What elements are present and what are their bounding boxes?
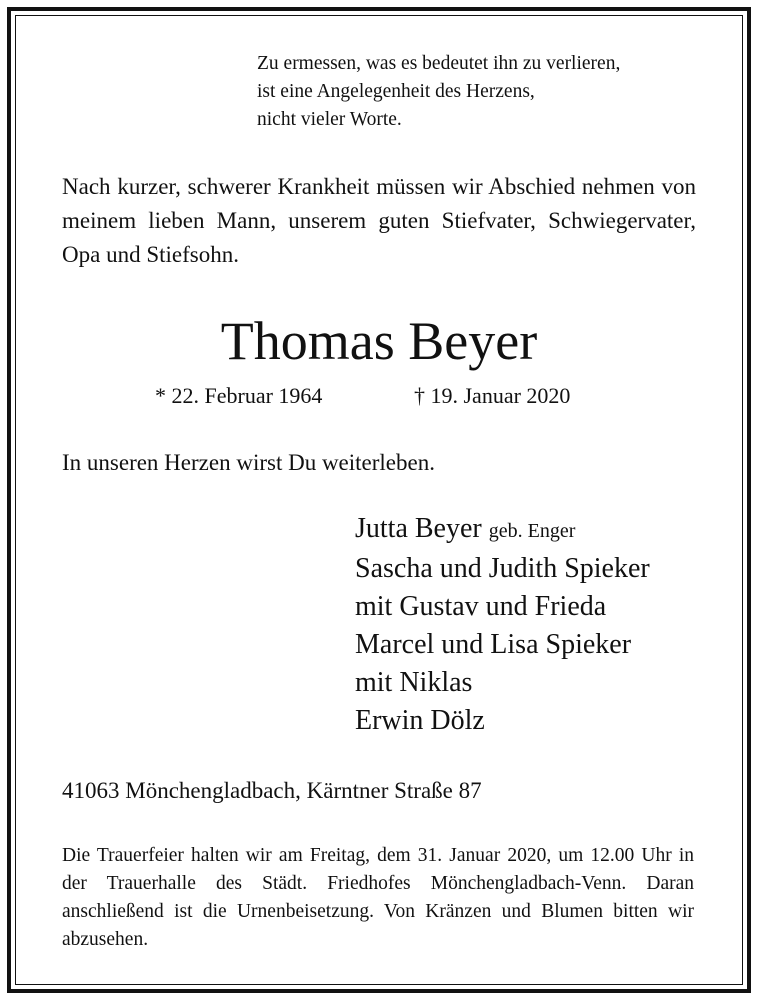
deceased-name: Thomas Beyer: [220, 311, 538, 371]
family-line-6: Erwin Dölz: [355, 705, 485, 736]
death-date: † 19. Januar 2020: [414, 383, 571, 408]
family-name-1: Jutta Beyer: [355, 513, 482, 544]
family-list: [355, 510, 650, 740]
address: 41063 Mönchengladbach, Kärntner Straße 87: [62, 778, 482, 803]
quote-line-3: nicht vieler Worte.: [257, 109, 402, 130]
family-line-2: Sascha und Judith Spieker: [355, 553, 650, 584]
opening-quote: [257, 50, 620, 134]
birth-date: * 22. Februar 1964: [155, 383, 323, 408]
motto-text: In unseren Herzen wirst Du weiterleben.: [62, 450, 435, 475]
maiden-name: geb. Enger: [488, 520, 576, 542]
family-line-1: [355, 510, 650, 550]
intro-text: Nach kurzer, schwerer Krankheit müssen wir Abschied nehmen von meinem lieben Mann, unserem guten Stiefvater, Schwiegervater, Opa und Stiefsohn.: [62, 174, 696, 267]
funeral-notice: Die Trauerfeier halten wir am Freitag, dem 31. Januar 2020, um 12.00 Uhr in der Trauerhalle des Städt. Friedhofes Mönchengladbach-Venn. Daran anschließend ist die Urnenbeisetzung. Von Kränzen und Blumen bitten wir abzusehen.: [62, 845, 694, 950]
family-line-3: mit Gustav und Frieda: [355, 591, 607, 622]
family-line-5: mit Niklas: [355, 667, 473, 698]
family-line-4: Marcel und Lisa Spieker: [355, 629, 632, 660]
inner-border: [15, 15, 743, 985]
quote-line-1: Zu ermessen, was es bedeutet ihn zu verlieren,: [257, 53, 621, 74]
quote-line-2: ist eine Angelegenheit des Herzens,: [257, 81, 535, 102]
